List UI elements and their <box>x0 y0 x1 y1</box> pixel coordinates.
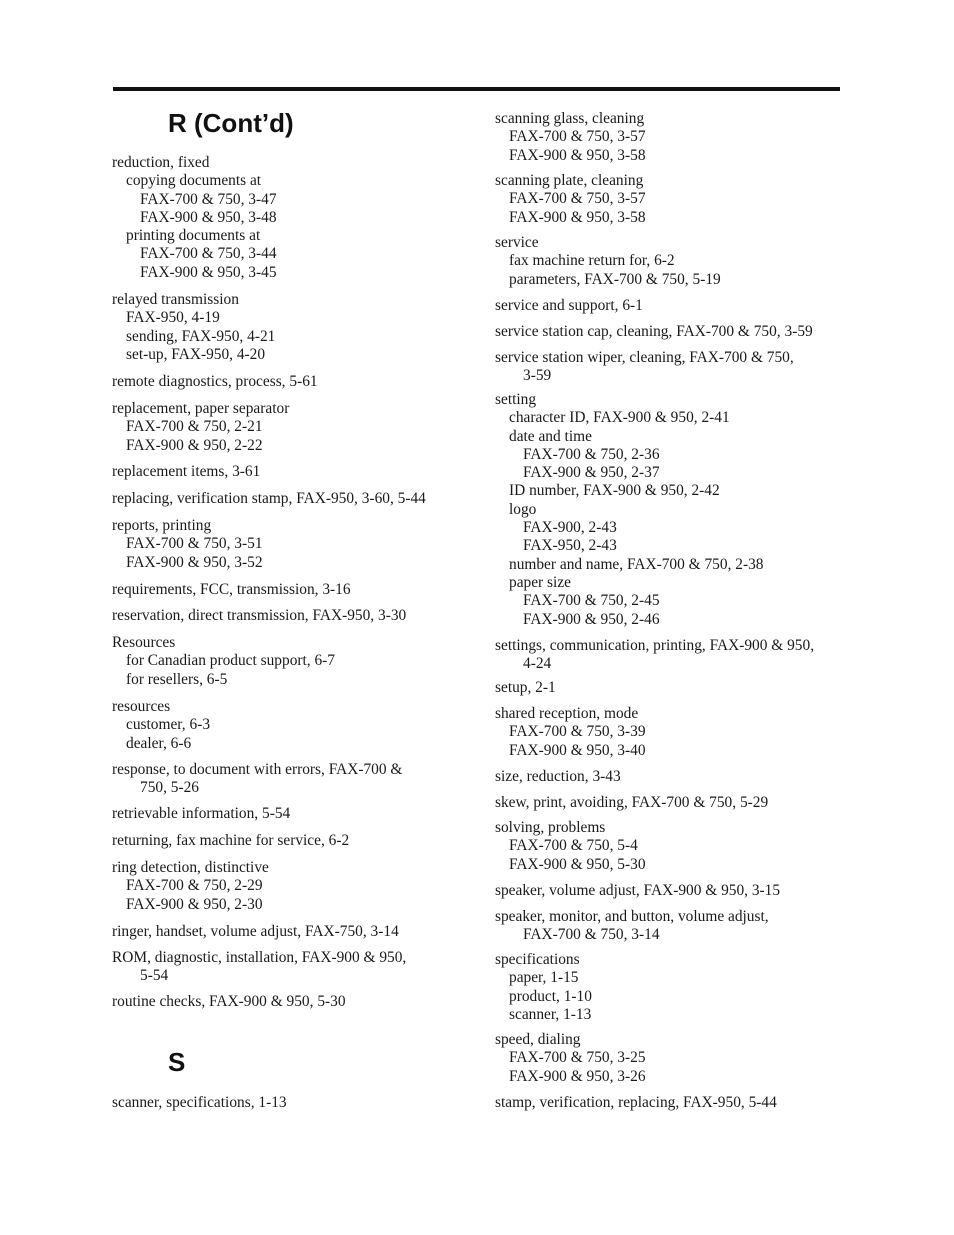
index-term-continuation: 750, 5-26 <box>140 779 199 797</box>
index-term: ring detection, distinctive <box>112 859 269 876</box>
index-subterm: FAX-900 & 950, 3-40 <box>509 741 646 759</box>
index-entry <box>495 1031 840 1086</box>
index-subterm: FAX-900 & 950, 2-30 <box>126 895 263 913</box>
index-entry <box>112 291 457 364</box>
index-entry <box>495 768 840 786</box>
index-subterm: FAX-950, 4-19 <box>126 309 220 327</box>
section-heading-s: S <box>168 1047 186 1077</box>
index-entry <box>495 172 840 227</box>
index-subterm: FAX-900 & 950, 2-37 <box>523 464 660 482</box>
index-term: ringer, handset, volume adjust, FAX-750, 3-14 <box>112 923 399 940</box>
index-term: returning, fax machine for service, 6-2 <box>112 832 350 849</box>
index-subterm: FAX-900 & 950, 3-26 <box>509 1067 646 1085</box>
index-entry <box>112 490 457 508</box>
index-subterm: FAX-700 & 750, 3-57 <box>509 190 646 208</box>
index-term: replacement items, 3-61 <box>112 463 261 480</box>
index-term: speed, dialing <box>495 1031 581 1048</box>
index-subterm: FAX-900 & 950, 3-52 <box>126 553 263 571</box>
index-subterm: FAX-700 & 750, 3-51 <box>126 535 263 553</box>
index-term: replacement, paper separator <box>112 400 290 417</box>
index-term: reports, printing <box>112 517 212 534</box>
index-subterm: FAX-900 & 950, 5-30 <box>509 855 646 873</box>
index-subterm: ID number, FAX-900 & 950, 2-42 <box>509 482 720 500</box>
index-term: service station cap, cleaning, FAX-700 & 750, 3-59 <box>495 323 813 340</box>
index-subterm: date and time <box>509 427 592 445</box>
index-subterm: dealer, 6-6 <box>126 734 192 752</box>
index-subterm: FAX-700 & 750, 2-29 <box>126 877 263 895</box>
index-term: replacing, verification stamp, FAX-950, 3-60, 5-44 <box>112 490 426 507</box>
index-term: service station wiper, cleaning, FAX-700 & 750, <box>495 349 794 366</box>
index-subterm: FAX-900 & 950, 3-58 <box>509 146 646 164</box>
index-term: retrievable information, 5-54 <box>112 805 291 822</box>
index-term: settings, communication, printing, FAX-900 & 950, <box>495 637 815 654</box>
index-entry <box>495 297 840 315</box>
index-term: speaker, monitor, and button, volume adjust, <box>495 908 769 925</box>
index-entry <box>495 705 840 760</box>
index-entry <box>495 679 840 697</box>
index-term: specifications <box>495 951 580 968</box>
index-entry <box>112 698 457 753</box>
index-entry <box>112 373 457 391</box>
index-term: response, to document with errors, FAX-700 & <box>112 761 403 778</box>
index-subterm: paper, 1-15 <box>509 969 579 987</box>
index-subterm: FAX-900 & 950, 3-45 <box>140 263 277 281</box>
index-subterm: number and name, FAX-700 & 750, 2-38 <box>509 555 764 573</box>
index-term-continuation: 5-54 <box>140 967 169 985</box>
index-term: scanning glass, cleaning <box>495 110 645 127</box>
index-term: scanning plate, cleaning <box>495 172 644 189</box>
index-subterm: FAX-700 & 750, 5-4 <box>509 837 638 855</box>
section-heading-r-contd: R (Cont’d) <box>168 108 294 138</box>
index-subterm: printing documents at <box>126 227 261 245</box>
index-entry <box>495 882 840 900</box>
index-entry <box>112 463 457 481</box>
index-entry <box>112 993 457 1011</box>
index-subterm: FAX-700 & 750, 3-44 <box>140 245 277 263</box>
index-entry <box>495 391 840 629</box>
index-term: resources <box>112 698 171 715</box>
index-term: reduction, fixed <box>112 154 210 171</box>
index-entry <box>112 607 457 625</box>
index-term: service <box>495 234 539 251</box>
index-subterm: FAX-900, 2-43 <box>523 519 617 537</box>
index-subterm: scanner, 1-13 <box>509 1005 592 1023</box>
index-subterm: set-up, FAX-950, 4-20 <box>126 345 266 363</box>
index-term: setup, 2-1 <box>495 679 556 696</box>
index-term: shared reception, mode <box>495 705 639 722</box>
index-term: requirements, FCC, transmission, 3-16 <box>112 581 351 598</box>
index-entry <box>495 637 840 674</box>
index-term: service and support, 6-1 <box>495 297 643 314</box>
index-entry <box>112 634 457 689</box>
index-term-continuation: 4-24 <box>523 655 552 673</box>
index-subterm: fax machine return for, 6-2 <box>509 252 675 270</box>
index-subterm: FAX-700 & 750, 2-36 <box>523 445 660 463</box>
index-term: relayed transmission <box>112 291 239 308</box>
index-entry <box>112 761 457 798</box>
index-subterm: FAX-900 & 950, 2-22 <box>126 436 263 454</box>
index-term: ROM, diagnostic, installation, FAX-900 & 950, <box>112 949 407 966</box>
index-entry <box>495 323 840 341</box>
index-term-continuation: 3-59 <box>523 367 552 385</box>
index-entry <box>495 819 840 874</box>
top-rule <box>113 87 840 91</box>
index-subterm: FAX-900 & 950, 3-58 <box>509 208 646 226</box>
index-entry <box>112 154 457 282</box>
index-subterm: FAX-950, 2-43 <box>523 537 617 555</box>
index-entry <box>112 859 457 914</box>
index-subterm: FAX-700 & 750, 2-21 <box>126 418 263 436</box>
index-term: reservation, direct transmission, FAX-950, 3-30 <box>112 607 407 624</box>
index-entry <box>112 832 457 850</box>
index-subterm: parameters, FAX-700 & 750, 5-19 <box>509 270 721 288</box>
index-subterm: FAX-900 & 950, 3-48 <box>140 208 277 226</box>
index-entry <box>112 805 457 823</box>
index-entry <box>495 110 840 165</box>
index-subterm: for resellers, 6-5 <box>126 670 228 688</box>
index-subterm: character ID, FAX-900 & 950, 2-41 <box>509 409 730 427</box>
index-entry <box>495 349 840 386</box>
index-term: scanner, specifications, 1-13 <box>112 1094 287 1111</box>
index-term-continuation: FAX-700 & 750, 3-14 <box>523 926 660 944</box>
index-entry <box>112 923 457 941</box>
index-term: routine checks, FAX-900 & 950, 5-30 <box>112 993 346 1010</box>
index-subterm: FAX-700 & 750, 3-57 <box>509 128 646 146</box>
index-subterm: paper size <box>509 573 571 591</box>
index-entry <box>495 951 840 1024</box>
index-subterm: FAX-700 & 750, 3-25 <box>509 1049 646 1067</box>
index-term: solving, problems <box>495 819 606 836</box>
index-term: speaker, volume adjust, FAX-900 & 950, 3-15 <box>495 882 781 899</box>
index-subterm: FAX-900 & 950, 2-46 <box>523 610 660 628</box>
index-entry <box>112 949 457 986</box>
index-entry <box>112 581 457 599</box>
index-subterm: FAX-700 & 750, 3-47 <box>140 190 277 208</box>
index-term: setting <box>495 391 537 408</box>
index-subterm: logo <box>509 500 537 518</box>
index-term: size, reduction, 3-43 <box>495 768 621 785</box>
index-entry <box>495 794 840 812</box>
index-term: skew, print, avoiding, FAX-700 & 750, 5-29 <box>495 794 769 811</box>
index-subterm: customer, 6-3 <box>126 716 211 734</box>
index-subterm: for Canadian product support, 6-7 <box>126 652 336 670</box>
index-entry <box>495 908 840 945</box>
index-term: remote diagnostics, process, 5-61 <box>112 373 318 390</box>
index-entry <box>495 1094 840 1112</box>
index-entry <box>495 234 840 289</box>
index-term: stamp, verification, replacing, FAX-950, 5-44 <box>495 1094 777 1111</box>
index-term: Resources <box>112 634 176 651</box>
index-entry <box>112 517 457 572</box>
index-subterm: FAX-700 & 750, 2-45 <box>523 592 660 610</box>
index-subterm: sending, FAX-950, 4-21 <box>126 327 276 345</box>
index-subterm: FAX-700 & 750, 3-39 <box>509 723 646 741</box>
index-entry <box>112 400 457 455</box>
index-entry <box>112 1094 457 1112</box>
index-subterm: copying documents at <box>126 172 262 190</box>
index-subterm: product, 1-10 <box>509 987 592 1005</box>
